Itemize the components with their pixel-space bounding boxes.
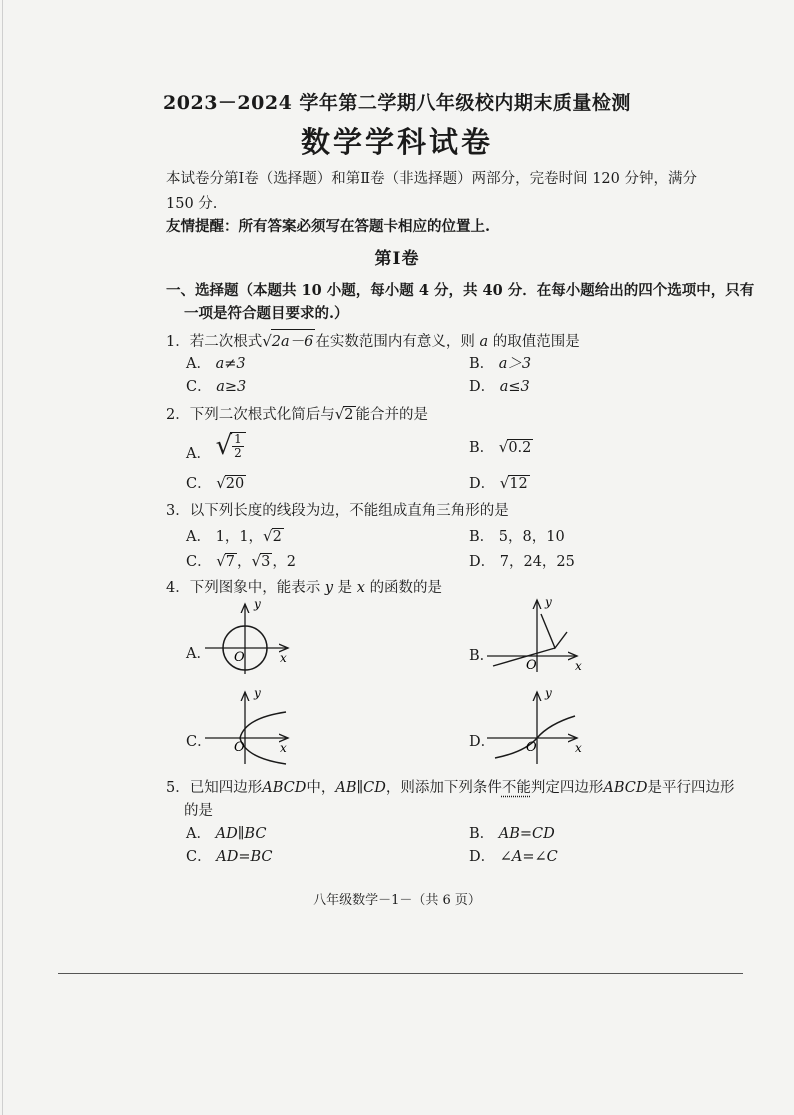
- graph-a-circle: [200, 598, 300, 678]
- axis-y-label: y: [254, 597, 261, 611]
- q5-option-a: A． AD∥BC: [186, 826, 267, 842]
- q1-option-c: C． a≥3: [186, 379, 247, 395]
- axis-x-label: x: [280, 741, 287, 755]
- axis-x-label: x: [280, 651, 287, 665]
- graph-d-s-curve: [485, 688, 585, 768]
- q5-option-c: C． AD=BC: [186, 849, 273, 865]
- q3-option-d: D． 7，24，25: [469, 554, 575, 570]
- q1-option-b: B． a＞3: [469, 356, 532, 372]
- question-text: 在实数范围内有意义，则: [315, 334, 475, 350]
- scan-edge-left: [2, 0, 3, 1115]
- radical-sign: √: [334, 405, 345, 423]
- question-5-line2: 的是: [184, 803, 213, 819]
- q4-label-d: D．: [469, 734, 496, 750]
- question-number: 2．: [166, 407, 190, 423]
- radicand: 2a－6: [271, 329, 316, 351]
- question-5: 5．已知四边形ABCD中，AB∥CD，则添加下列条件不能判定四边形ABCD是平行四边形: [166, 780, 735, 796]
- emphasis-negation: 不能: [501, 780, 531, 796]
- q3-option-a: A． 1，1，√2: [186, 527, 282, 545]
- axis-y-label: y: [545, 686, 552, 700]
- bottom-rule: [58, 973, 743, 974]
- radicand: 2: [344, 407, 354, 423]
- origin-label: O: [526, 740, 537, 755]
- q2-option-b: B． √0.2: [469, 438, 532, 456]
- question-text: 若二次根式: [189, 334, 263, 350]
- graph-b-rays: [485, 596, 585, 676]
- intro-line1: 本试卷分第Ⅰ卷（选择题）和第Ⅱ卷（非选择题）两部分，完卷时间 120 分钟，满分: [166, 171, 697, 187]
- question-4: 4．下列图象中，能表示 y 是 x 的函数的是: [166, 580, 443, 596]
- q5-option-b: B． AB=CD: [469, 826, 555, 842]
- page-footer: 八年级数学－1－（共 6 页）: [313, 893, 481, 908]
- q4-label-a: A．: [186, 646, 211, 662]
- axis-x-label: x: [575, 741, 582, 755]
- subject-title: 数学学科试卷: [300, 125, 493, 159]
- question-text: 的取值范围是: [492, 334, 580, 350]
- question-1: [166, 329, 580, 351]
- axis-y-label: y: [254, 686, 261, 700]
- q3-option-b: B． 5，8，10: [469, 529, 565, 545]
- section-title: 第Ⅰ卷: [374, 249, 420, 269]
- question-text: 能合并的是: [355, 407, 429, 423]
- q2-option-d: D． √12: [469, 474, 528, 492]
- q1-option-d: D． a≤3: [469, 379, 530, 395]
- q3-option-c: C． √7 ，√3 ，2: [186, 552, 297, 570]
- q2-option-a: A． √ $\frac{1}{2}$: [186, 427, 246, 460]
- intro-line2: 150 分.: [166, 196, 218, 212]
- radical-sign: √: [262, 332, 272, 350]
- axis-x-label: x: [575, 659, 582, 673]
- intro-tip: 友情提醒：所有答案必须写在答题卡相应的位置上.: [166, 218, 491, 235]
- question-number: 1．: [166, 334, 190, 350]
- question-3: 3．以下列长度的线段为边，不能组成直角三角形的是: [166, 503, 509, 519]
- origin-label: O: [234, 650, 245, 665]
- q4-label-c: C．: [186, 734, 212, 750]
- graph-c-parabola: [200, 688, 300, 768]
- q5-option-d: D． ∠A=∠C: [469, 849, 558, 865]
- radical-sign: √: [215, 431, 233, 461]
- variable: a: [479, 334, 489, 350]
- section-heading-line2: 一项是符合题目要求的.）: [184, 305, 349, 322]
- q1-option-a: A． a≠3: [186, 356, 246, 372]
- exam-title: 2023－2024 学年第二学期八年级校内期末质量检测: [163, 92, 631, 114]
- q2-option-c: C． √20: [186, 474, 245, 492]
- question-2: [166, 403, 428, 424]
- section-heading-line1: 一、选择题（本题共 10 小题，每小题 4 分，共 40 分．在每小题给出的四个选项中，只有: [166, 282, 755, 299]
- origin-label: O: [526, 658, 537, 673]
- axis-y-label: y: [545, 595, 552, 609]
- origin-label: O: [234, 740, 245, 755]
- q4-label-b: B．: [469, 648, 495, 664]
- question-text: 下列二次根式化简后与: [189, 407, 335, 423]
